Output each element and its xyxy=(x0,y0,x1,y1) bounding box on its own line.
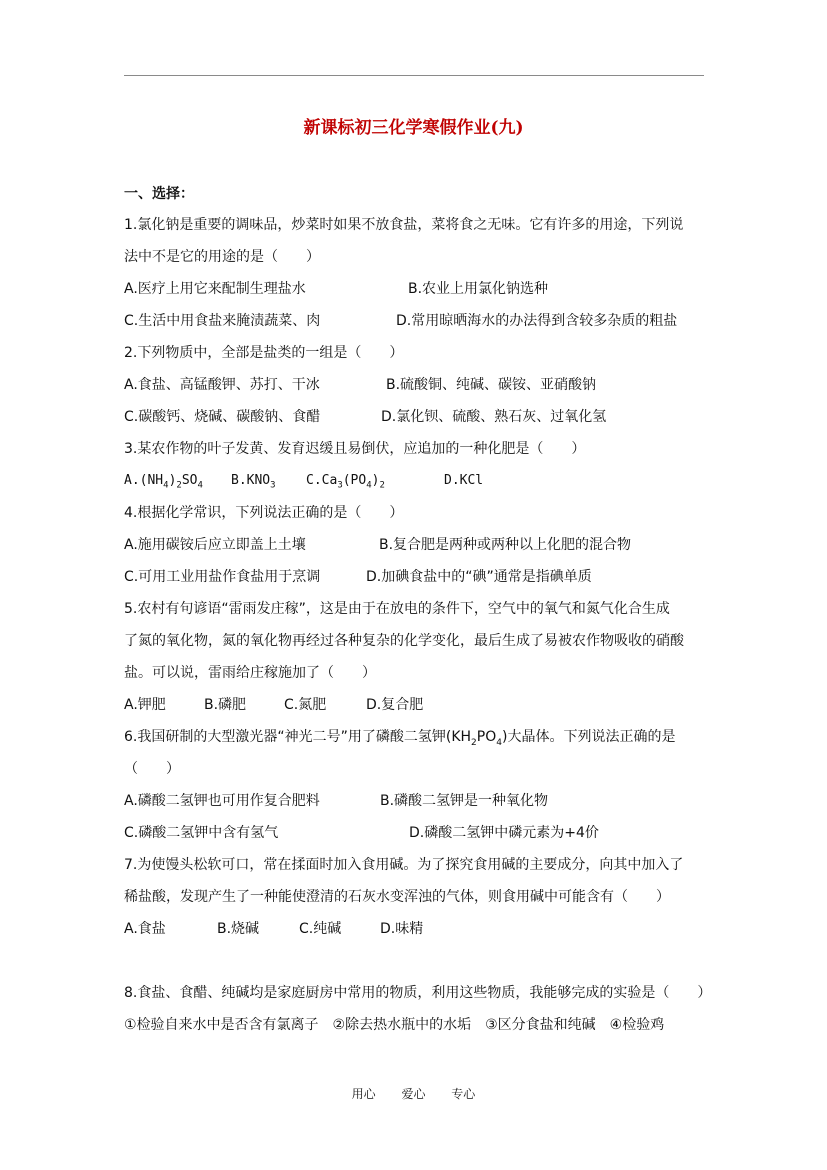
q3-option-d: D.KCl xyxy=(444,473,484,488)
q3-options xyxy=(124,465,709,497)
q1-option-a: A.医疗上用它来配制生理盐水 xyxy=(124,281,306,297)
q7-stem-line1: 7.为使馒头松软可口，常在揉面时加入食用碱。为了探究食用碱的主要成分，向其中加入了 xyxy=(124,857,684,873)
q5-stem-line3: 盐。可以说，雷雨给庄稼施加了（ ） xyxy=(124,665,376,681)
q8-stem-line1: 8.食盐、食醋、纯碱均是家庭厨房中常用的物质，利用这些物质，我能够完成的实验是（ ） xyxy=(124,985,712,1001)
header-rule xyxy=(124,75,704,76)
q2-option-c: C.碳酸钙、烧碱、碳酸钠、食醋 xyxy=(124,409,321,425)
q4-option-b: B.复合肥是两种或两种以上化肥的混合物 xyxy=(379,537,632,553)
q7-options xyxy=(124,913,709,945)
q7-option-a: A.食盐 xyxy=(124,921,166,937)
q6-options-row2 xyxy=(124,817,709,849)
q5-option-b: B.磷肥 xyxy=(204,697,247,713)
q4-stem: 4.根据化学常识，下列说法正确的是（ ） xyxy=(124,505,404,521)
q5-option-c: C.氮肥 xyxy=(284,697,327,713)
q6-stem-line1: 6.我国研制的大型激光器“神光二号”用了磷酸二氢钾$(KH_2PO_4)$大晶体。下列说法正确的是 xyxy=(124,729,676,748)
q1-options-row2 xyxy=(124,305,709,337)
q3-stem: 3.某农作物的叶子发黄、发育迟缓且易倒伏，应追加的一种化肥是（ ） xyxy=(124,441,586,457)
q1-option-b: B.农业上用氯化钠选种 xyxy=(408,281,549,297)
q1-option-d: D.常用晾晒海水的办法得到含较多杂质的粗盐 xyxy=(396,313,678,329)
q7-option-d: D.味精 xyxy=(380,921,424,937)
page-title: 新课标初三化学寒假作业(九) xyxy=(303,118,524,138)
q1-option-c: C.生活中用食盐来腌渍蔬菜、肉 xyxy=(124,313,321,329)
q1-stem-line1: 1.氯化钠是重要的调味品，炒菜时如果不放食盐，菜将食之无味。它有许多的用途，下列说 xyxy=(124,217,684,233)
q5-stem-line1: 5.农村有句谚语“雷雨发庄稼”，这是由于在放电的条件下，空气中的氧气和氮气化合生成 xyxy=(124,601,670,617)
q3-option-b: $B.KNO_3$ xyxy=(231,473,276,491)
q4-options-row1 xyxy=(124,529,709,561)
q6-option-d: D.磷酸二氢钾中磷元素为+4价 xyxy=(409,825,599,841)
q4-option-d: D.加碘食盐中的“碘”通常是指碘单质 xyxy=(366,569,592,585)
q3-option-c: $C.Ca_3(PO_4)_2$ xyxy=(306,473,385,491)
q6-options-row1 xyxy=(124,785,709,817)
q4-option-c: C.可用工业用盐作食盐用于烹调 xyxy=(124,569,321,585)
q4-options-row2 xyxy=(124,561,709,593)
question-list xyxy=(124,209,712,1041)
q2-options-row2 xyxy=(124,401,709,433)
q3-option-a: $A.(NH_4)_2SO_4$ xyxy=(124,473,203,491)
q6-option-c: C.磷酸二氢钾中含有氢气 xyxy=(124,825,279,841)
q5-stem-line2: 了氮的氧化物，氮的氧化物再经过各种复杂的化学变化，最后生成了易被农作物吸收的硝酸 xyxy=(124,633,684,649)
q5-options xyxy=(124,689,709,721)
q5-option-a: A.钾肥 xyxy=(124,697,166,713)
q6-option-b: B.磷酸二氢钾是一种氧化物 xyxy=(380,793,549,809)
q1-stem-line2: 法中不是它的用途的是（ ） xyxy=(124,249,320,265)
q8-stem-line2: ①检验自来水中是否含有氯离子 ②除去热水瓶中的水垢 ③区分食盐和纯碱 ④检验鸡 xyxy=(124,1017,665,1033)
section-heading: 一、选择： xyxy=(124,186,194,202)
q2-option-b: B.硫酸铜、纯碱、碳铵、亚硝酸钠 xyxy=(386,377,597,393)
q6-stem-line2: （ ） xyxy=(124,761,180,777)
q5-option-d: D.复合肥 xyxy=(366,697,424,713)
q2-option-a: A.食盐、高锰酸钾、苏打、干冰 xyxy=(124,377,320,393)
q2-stem: 2.下列物质中，全部是盐类的一组是（ ） xyxy=(124,345,404,361)
q6-option-a: A.磷酸二氢钾也可用作复合肥料 xyxy=(124,793,320,809)
q7-stem-line2: 稀盐酸，发现产生了一种能使澄清的石灰水变浑浊的气体，则食用碱中可能含有（ ） xyxy=(124,889,670,905)
q1-options-row1 xyxy=(124,273,709,305)
q7-option-c: C.纯碱 xyxy=(299,921,342,937)
page-footer: 用心 爱心 专心 xyxy=(351,1087,476,1101)
q2-option-d: D.氯化钡、硫酸、熟石灰、过氧化氢 xyxy=(381,409,607,425)
q7-option-b: B.烧碱 xyxy=(217,921,260,937)
q2-options-row1 xyxy=(124,369,709,401)
q4-option-a: A.施用碳铵后应立即盖上土壤 xyxy=(124,537,306,553)
